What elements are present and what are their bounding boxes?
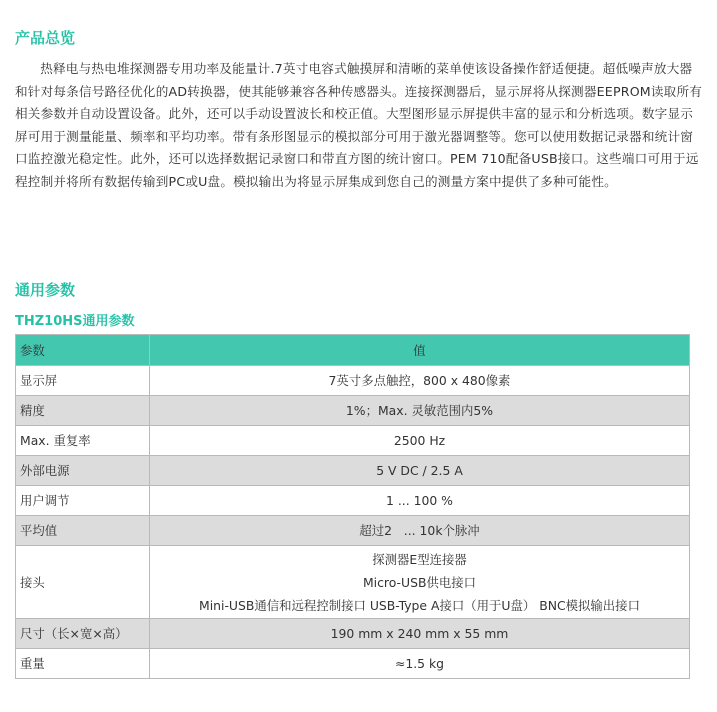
row-value: 190 mm x 240 mm x 55 mm [150, 619, 690, 649]
row-value: 1%；Max. 灵敏范围内5% [150, 396, 690, 426]
row-param: 接头 [16, 546, 150, 619]
row-value: 2500 Hz [150, 426, 690, 456]
row-param: 精度 [16, 396, 150, 426]
row-param: 重量 [16, 649, 150, 679]
row-value [150, 546, 690, 619]
table-row [16, 486, 690, 516]
connector-line: Micro-USB供电接口 [362, 574, 477, 590]
table-row [16, 366, 690, 396]
overview-heading: 产品总览 [15, 29, 76, 47]
spec-table [15, 334, 690, 679]
row-param: Max. 重复率 [16, 426, 150, 456]
table-row [16, 546, 690, 619]
row-param: 用户调节 [16, 486, 150, 516]
row-value: 5 V DC / 2.5 A [150, 456, 690, 486]
table-row [16, 456, 690, 486]
row-param: 外部电源 [16, 456, 150, 486]
table-row [16, 516, 690, 546]
params-heading: 通用参数 [15, 281, 76, 299]
header-value: 值 [150, 335, 690, 366]
row-value: 超过2 ... 10k个脉冲 [150, 516, 690, 546]
row-value: ≈1.5 kg [150, 649, 690, 679]
table-header-row [16, 335, 690, 366]
table-row [16, 649, 690, 679]
overview-paragraph: 热释电与热电堆探测器专用功率及能量计.7英寸电容式触摸屏和清晰的菜单使该设备操作舒适便捷。超低噪声放大器和针对每条信号路径优化的AD转换器，使其能够兼容各种传感器头。连接探测器后，显示屏将从探测器EEPROM读取所有相关参数并自动设置设备。此外，还可以手动设置波长和校正值。大型图形显示屏提供丰富的显示和分析选项。数字显示屏可用于测量能量、频率和平均功率。带有条形图显示的模拟部分可用于激光器调整等。您可以使用数据记录器和统计窗口监控激光稳定性。此外，还可以选择数据记录窗口和带直方图的统计窗口。PEM 710配备USB接口。这些端口可用于远程控制并将所有数据传输到PC或U盘。模拟输出为将显示屏集成到您自己的测量方案中提供了多种可能性。 [15, 61, 703, 189]
row-param: 平均值 [16, 516, 150, 546]
row-value: 7英寸多点触控，800 x 480像素 [150, 366, 690, 396]
row-param: 显示屏 [16, 366, 150, 396]
table-title: THZ10HS通用参数 [15, 314, 135, 329]
header-param: 参数 [16, 335, 150, 366]
row-param: 尺寸（长×宽×高） [16, 619, 150, 649]
table-row [16, 619, 690, 649]
connector-line: 探测器E型连接器 [372, 551, 467, 567]
row-value: 1 ... 100 % [150, 486, 690, 516]
connector-line: Mini-USB通信和远程控制接口 USB-Type A接口（用于U盘） BNC模拟输出接口 [199, 597, 640, 613]
table-row [16, 426, 690, 456]
table-row [16, 396, 690, 426]
